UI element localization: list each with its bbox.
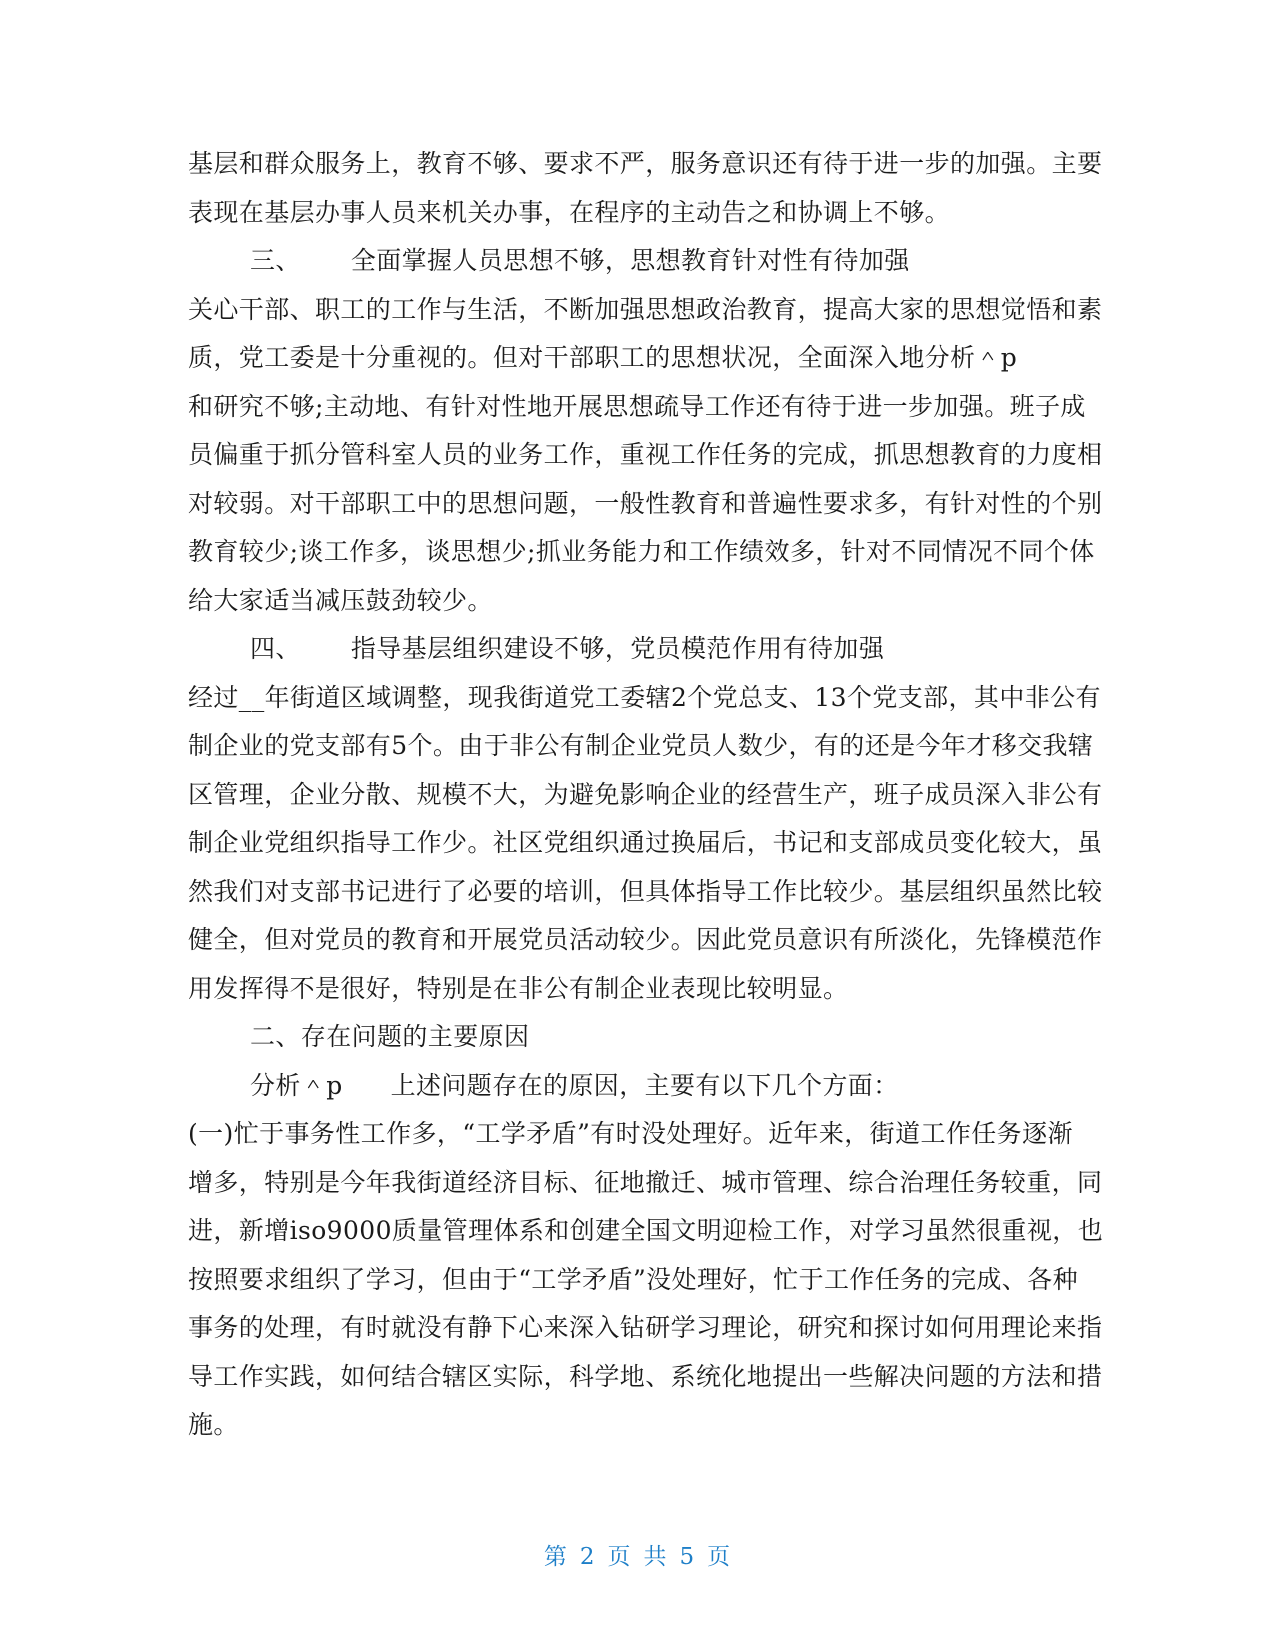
text-line: 按照要求组织了学习，但由于“工学矛盾”没处理好，忙于工作任务的完成、各种: [188, 1264, 1078, 1294]
heading-number: 三、: [250, 246, 301, 275]
analysis-text: 上述问题存在的原因，主要有以下几个方面：: [390, 1070, 899, 1100]
text-line: 然我们对支部书记进行了必要的培训，但具体指导工作比较少。基层组织虽然比较: [188, 876, 1103, 906]
footer-page-number: 2: [579, 1544, 596, 1570]
page-footer: [0, 1538, 1275, 1571]
heading-text: 指导基层组织建设不够，党员模范作用有待加强: [350, 634, 885, 663]
text-line: 制企业的党支部有5个。由于非公有制企业党员人数少，有的还是今年才移交我辖: [188, 731, 1094, 760]
text-line: 用发挥得不是很好，特别是在非公有制企业表现比较明显。: [188, 973, 849, 1003]
text-line: 经过__年街道区域调整，现我街道党工委辖2个党总支、13个党支部，其中非公有: [188, 682, 1101, 712]
text-line: 进，新增iso9000质量管理体系和创建全国文明迎检工作，对学习虽然很重视，也: [188, 1216, 1104, 1245]
section-heading-four: [188, 625, 1088, 674]
text-line: 基层和群众服务上，教育不够、要求不严，服务意识还有待于进一步的加强。主要: [188, 149, 1103, 178]
footer-total-number: 5: [679, 1544, 696, 1570]
text-line: 教育较少;谈工作多，谈思想少;抓业务能力和工作绩效多，针对不同情况不同个体: [188, 537, 1095, 566]
analysis-lead: 分析＾p: [250, 1070, 343, 1100]
text-line: 施。: [188, 1410, 239, 1439]
text-line: 员偏重于抓分管科室人员的业务工作，重视工作任务的完成，抓思想教育的力度相: [188, 440, 1103, 469]
text-line: 对较弱。对干部职工中的思想问题，一般性教育和普遍性要求多，有针对性的个别: [188, 488, 1103, 518]
text-line: 表现在基层办事人员来机关办事，在程序的主动告之和协调上不够。: [188, 197, 951, 227]
heading-text: 全面掌握人员思想不够，思想教育针对性有待加强: [350, 246, 910, 275]
text-line: 关心干部、职工的工作与生活，不断加强思想政治教育，提高大家的思想觉悟和素: [188, 294, 1103, 324]
footer-total-unit: 页: [707, 1544, 732, 1570]
analysis-line: [188, 1062, 1088, 1111]
heading-number: 四、: [250, 634, 301, 663]
text-line: 和研究不够;主动地、有针对性地开展思想疏导工作还有待于进一步加强。班子成: [188, 391, 1086, 421]
text-line: 给大家适当减压鼓劲较少。: [188, 585, 493, 615]
text-line: 增多，特别是今年我街道经济目标、征地撤迁、城市管理、综合治理任务较重，同: [188, 1167, 1103, 1197]
text-line: 区管理，企业分散、规模不大，为避免影响企业的经营生产，班子成员深入非公有: [188, 779, 1103, 809]
text-line: 健全，但对党员的教育和开展党员活动较少。因此党员意识有所淡化，先锋模范作: [188, 925, 1103, 954]
footer-page-unit: 页: [607, 1544, 632, 1570]
text-line: 制企业党组织指导工作少。社区党组织通过换届后，书记和支部成员变化较大，虽: [188, 828, 1103, 857]
section-heading-two: 二、存在问题的主要原因: [250, 1022, 530, 1051]
footer-total-word: 共: [643, 1544, 668, 1570]
text-line: 事务的处理，有时就没有静下心来深入钻研学习理论，研究和探讨如何用理论来指: [188, 1313, 1103, 1342]
text-line: 导工作实践，如何结合辖区实际，科学地、系统化地提出一些解决问题的方法和措: [188, 1361, 1103, 1391]
text-line: (一)忙于事务性工作多，“工学矛盾”有时没处理好。近年来，街道工作任务逐渐: [188, 1119, 1073, 1148]
text-line: 质，党工委是十分重视的。但对干部职工的思想状况，全面深入地分析＾p: [188, 343, 1018, 372]
section-heading-three: [188, 237, 1088, 286]
footer-page-word: 第: [543, 1544, 568, 1570]
document-body: [188, 140, 1104, 1450]
